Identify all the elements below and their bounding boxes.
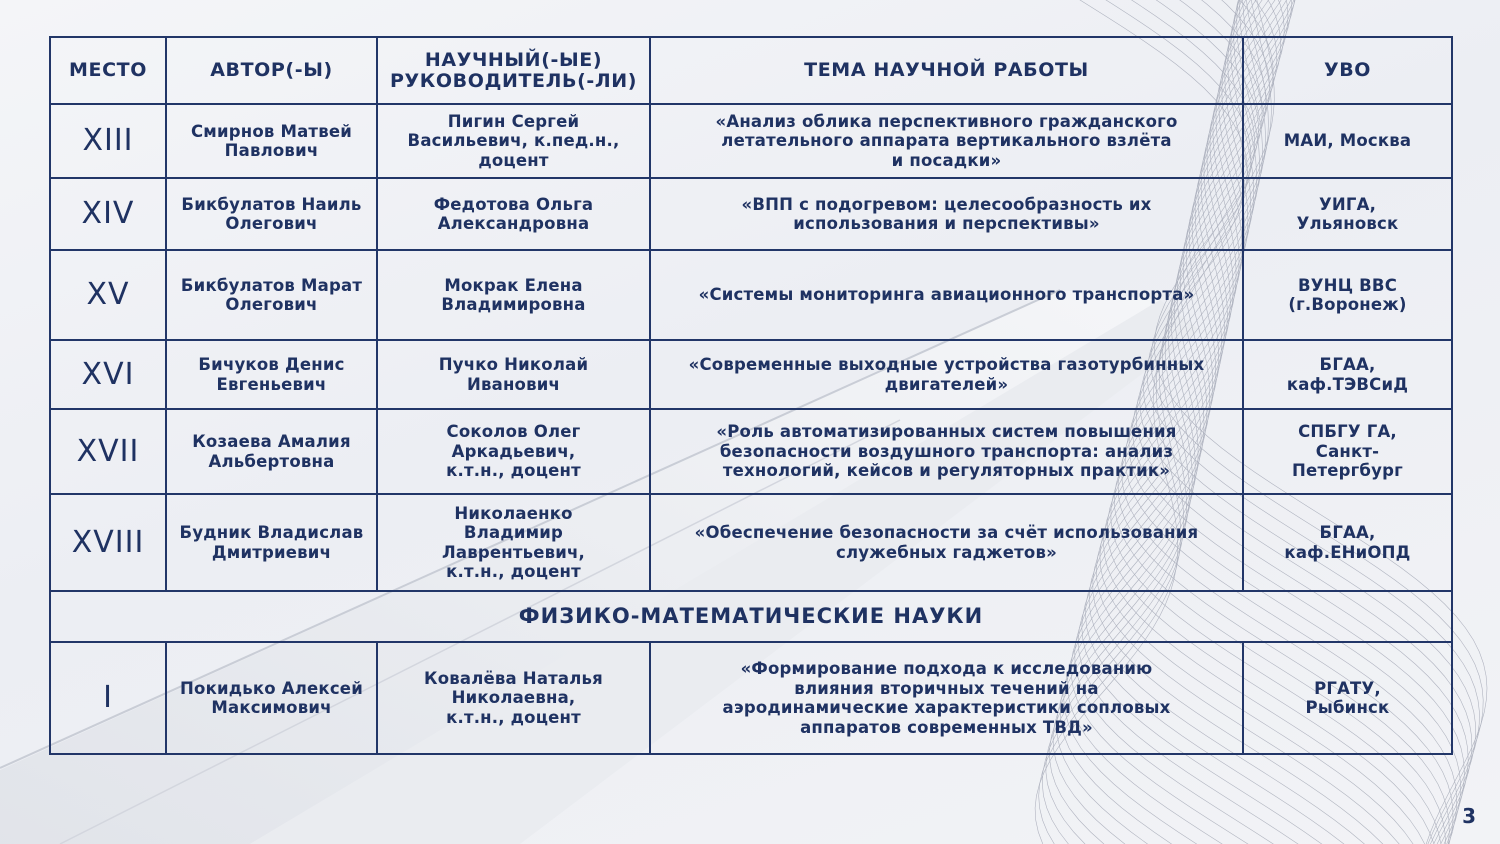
- cell-line: Александровна: [437, 214, 590, 233]
- cell-line: Лаврентьевич,: [441, 542, 586, 562]
- cell-line: Бикбулатов Марат: [180, 275, 363, 295]
- cell-line: Олегович: [225, 295, 318, 314]
- supervisor-cell: [377, 178, 650, 250]
- cell-line: Козаева Амалия: [192, 432, 351, 451]
- page-number: 3: [1462, 804, 1476, 828]
- university-cell: [1243, 340, 1452, 409]
- cell-line: и посадки»: [891, 150, 1002, 170]
- cell-line: Бичуков Денис: [198, 355, 345, 374]
- topic-cell: [650, 642, 1243, 754]
- header-topic: ТЕМА НАУЧНОЙ РАБОТЫ: [650, 37, 1243, 104]
- cell-line: БГАА,: [1319, 523, 1376, 542]
- cell-line: Ковалёва Наталья: [424, 668, 603, 688]
- cell-line: Соколов Олег: [446, 422, 581, 442]
- cell-line: Дмитриевич: [211, 542, 332, 562]
- cell-line: БГАА,: [1319, 355, 1376, 374]
- topic-cell: [650, 340, 1243, 409]
- supervisor-cell: [377, 340, 650, 409]
- supervisor-cell: [377, 250, 650, 340]
- cell-line: Иванович: [466, 374, 561, 394]
- cell-line: аппаратов современных ТВД»: [800, 717, 1093, 737]
- university-cell: [1243, 104, 1452, 178]
- cell-line: Васильевич, к.пед.н.,: [407, 131, 620, 151]
- cell-line: служебных гаджетов»: [836, 542, 1057, 562]
- cell-line: РГАТУ,: [1314, 678, 1381, 698]
- place-cell: XIV: [50, 178, 166, 250]
- section-header-row: [50, 591, 1452, 642]
- university-cell: [1243, 178, 1452, 250]
- cell-line: Рыбинск: [1305, 698, 1390, 717]
- author-cell: [166, 250, 377, 340]
- cell-line: Пучко Николай: [438, 355, 589, 374]
- cell-line: (г.Воронеж): [1288, 295, 1407, 314]
- author-cell: [166, 409, 377, 494]
- cell-line: Ульяновск: [1296, 214, 1399, 233]
- results-table: [49, 36, 1453, 755]
- cell-line: Мокрак Елена: [444, 275, 583, 295]
- topic-cell: [650, 178, 1243, 250]
- section-title: ФИЗИКО-МАТЕМАТИЧЕСКИЕ НАУКИ: [50, 591, 1452, 642]
- cell-line: Николаенко: [454, 503, 573, 523]
- cell-line: технологий, кейсов и регуляторных практик»: [722, 461, 1171, 481]
- header-supervisors-line: НАУЧНЫЙ(-ЫЕ): [424, 48, 603, 71]
- cell-line: УИГА,: [1318, 194, 1377, 214]
- university-cell: [1243, 250, 1452, 340]
- university-cell: [1243, 642, 1452, 754]
- cell-line: Аркадьевич,: [451, 441, 576, 461]
- university-cell: [1243, 409, 1452, 494]
- place-cell: XIII: [50, 104, 166, 178]
- table-row: [50, 409, 1452, 494]
- cell-line: к.т.н., доцент: [446, 562, 581, 581]
- cell-line: ВУНЦ ВВС: [1297, 275, 1398, 295]
- supervisor-cell: [377, 104, 650, 178]
- cell-line: к.т.н., доцент: [446, 461, 581, 481]
- university-cell: [1243, 494, 1452, 591]
- cell-line: Петергбург: [1292, 461, 1403, 481]
- cell-line: Покидько Алексей: [180, 678, 363, 698]
- cell-line: использования и перспективы»: [793, 214, 1100, 233]
- topic-cell: [650, 409, 1243, 494]
- cell-line: Федотова Ольга: [433, 194, 594, 214]
- cell-line: Павлович: [224, 141, 319, 160]
- cell-line: «Формирование подхода к исследованию: [740, 659, 1153, 678]
- author-cell: [166, 642, 377, 754]
- supervisor-cell: [377, 642, 650, 754]
- cell-line: Николаевна,: [451, 688, 576, 708]
- results-sheet: [49, 36, 1451, 754]
- cell-line: Смирнов Матвей: [190, 121, 352, 141]
- cell-line: каф.ТЭВСиД: [1286, 374, 1409, 394]
- header-place: МЕСТО: [50, 37, 166, 104]
- cell-line: «Современные выходные устройства газотурбинных: [688, 355, 1205, 374]
- place-cell: XVI: [50, 340, 166, 409]
- author-cell: [166, 494, 377, 591]
- author-cell: [166, 104, 377, 178]
- cell-line: «Роль автоматизированных систем повышения: [716, 422, 1177, 442]
- cell-line: Санкт-: [1315, 441, 1380, 461]
- place-cell: XVIII: [50, 494, 166, 591]
- cell-line: СПБГУ ГА,: [1298, 422, 1397, 442]
- cell-line: Олегович: [225, 214, 318, 233]
- cell-line: Евгеньевич: [216, 374, 327, 394]
- topic-cell: [650, 104, 1243, 178]
- table-row: [50, 340, 1452, 409]
- cell-line: влияния вторичных течений на: [794, 678, 1099, 698]
- cell-line: Бикбулатов Наиль: [181, 194, 362, 214]
- header-authors: АВТОР(-Ы): [166, 37, 377, 104]
- header-supervisors-line: РУКОВОДИТЕЛЬ(-ЛИ): [389, 69, 638, 92]
- header-supervisors: [377, 37, 650, 104]
- cell-line: «ВПП с подогревом: целесообразность их: [741, 194, 1152, 214]
- supervisor-cell: [377, 409, 650, 494]
- cell-line: аэродинамические характеристики сопловых: [722, 698, 1171, 717]
- cell-line: Владимир: [463, 523, 564, 542]
- topic-cell: [650, 494, 1243, 591]
- cell-line: безопасности воздушного транспорта: анализ: [719, 441, 1174, 461]
- table-row: [50, 494, 1452, 591]
- topic-cell: [650, 250, 1243, 340]
- cell-line: «Обеспечение безопасности за счёт использования: [694, 523, 1199, 542]
- author-cell: [166, 178, 377, 250]
- cell-line: Максимович: [211, 698, 332, 717]
- cell-line: Пигин Сергей: [447, 111, 580, 131]
- table-row: [50, 104, 1452, 178]
- cell-line: Будник Владислав: [179, 523, 364, 542]
- header-university: УВО: [1243, 37, 1452, 104]
- cell-line: «Системы мониторинга авиационного транспорта»: [698, 285, 1195, 305]
- author-cell: [166, 340, 377, 409]
- table-row: [50, 642, 1452, 754]
- cell-line: Владимировна: [441, 295, 586, 314]
- table-row: [50, 250, 1452, 340]
- place-cell: XVII: [50, 409, 166, 494]
- table-row: [50, 178, 1452, 250]
- cell-line: к.т.н., доцент: [446, 707, 581, 727]
- cell-line: летательного аппарата вертикального взлёта: [721, 131, 1172, 151]
- place-cell: XV: [50, 250, 166, 340]
- cell-line: доцент: [478, 150, 549, 170]
- place-cell: I: [50, 642, 166, 754]
- cell-line: двигателей»: [884, 374, 1009, 394]
- table-header-row: [50, 37, 1452, 104]
- cell-line: Альбертовна: [208, 451, 335, 471]
- cell-line: каф.ЕНиОПД: [1284, 542, 1411, 562]
- cell-line: «Анализ облика перспективного гражданского: [715, 111, 1178, 131]
- supervisor-cell: [377, 494, 650, 591]
- cell-line: МАИ, Москва: [1283, 131, 1412, 151]
